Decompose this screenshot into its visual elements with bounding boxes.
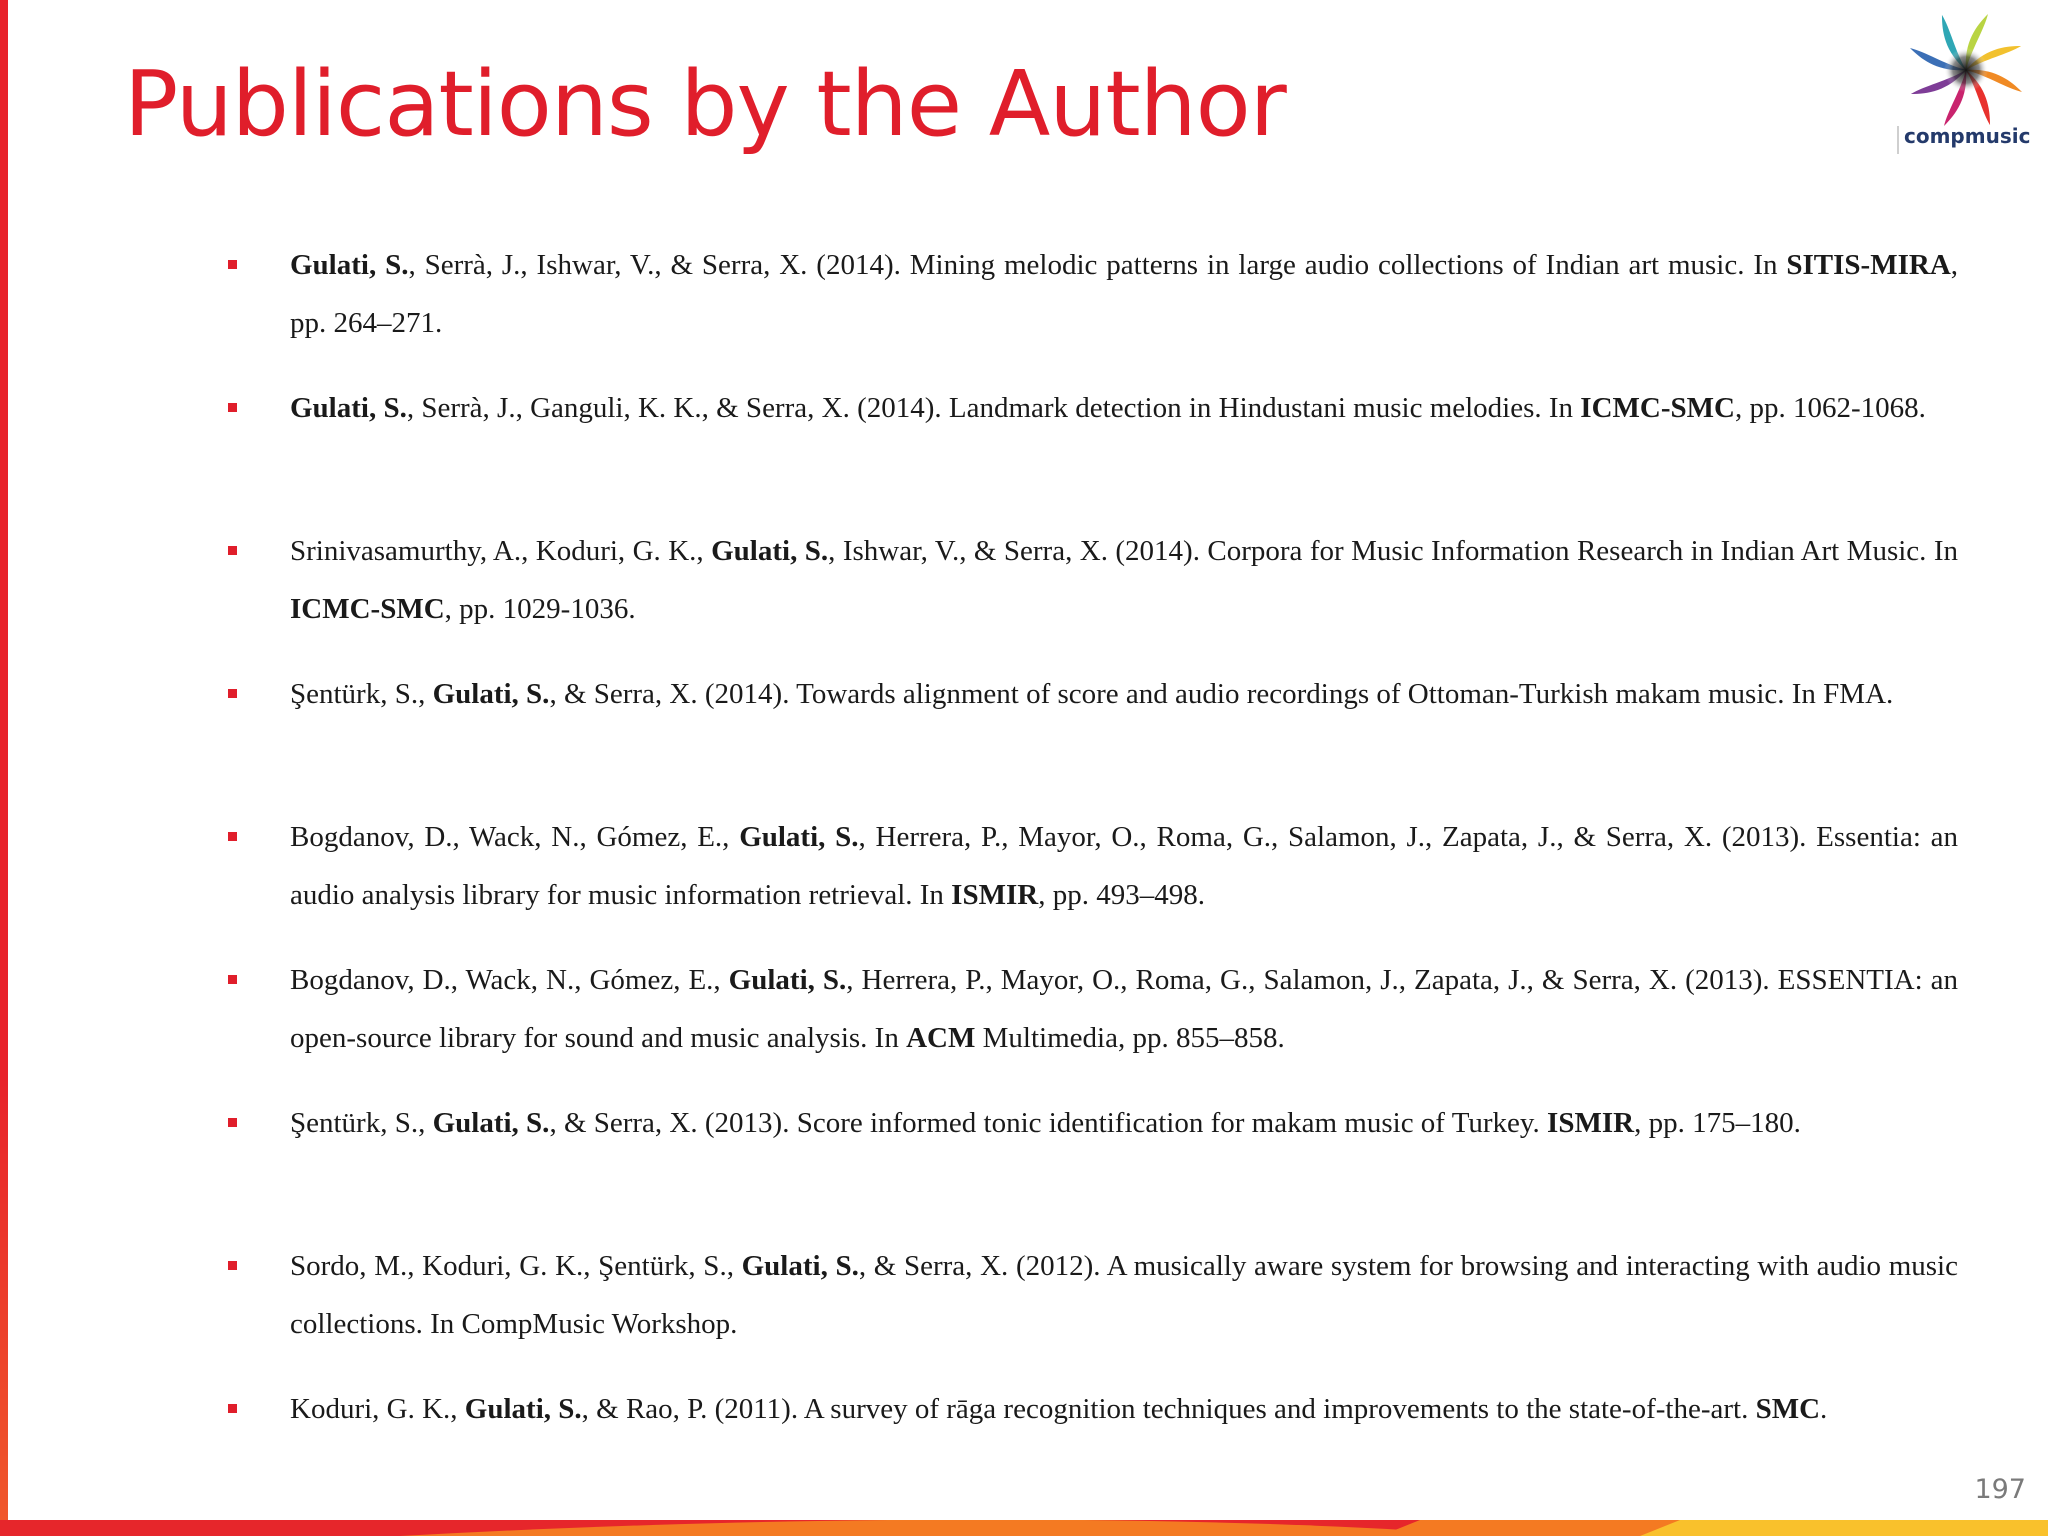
- bullet-square-icon: [228, 403, 237, 412]
- publication-text-bold: Gulati, S.: [739, 821, 859, 853]
- publication-text-bold: ISMIR: [1547, 1107, 1635, 1139]
- publication-text: Srinivasamurthy, A., Koduri, G. K.,: [290, 535, 712, 567]
- publication-item: [222, 665, 1958, 808]
- publication-item: [222, 808, 1958, 951]
- publication-text-bold: Gulati, S.: [464, 1393, 582, 1425]
- left-accent-bar: [0, 0, 8, 1536]
- publication-text-bold: Gulati, S.: [432, 678, 550, 710]
- publication-item: [222, 379, 1958, 522]
- publication-text-bold: Gulati, S.: [290, 392, 407, 424]
- publication-text-bold: ICMC-SMC: [1580, 392, 1735, 424]
- slide-title: Publications by the Author: [124, 52, 1286, 157]
- publication-text: , pp. 493–498.: [1038, 879, 1205, 911]
- publication-item: [222, 951, 1958, 1094]
- publication-text: , pp. 1029-1036.: [444, 593, 636, 625]
- publication-text-bold: ISMIR: [951, 879, 1039, 911]
- publication-text: , Serrà, J., Ishwar, V., & Serra, X. (2014). Mining melodic patterns in large audio collections of Indian art music. In: [408, 249, 1787, 281]
- bullet-square-icon: [228, 1404, 237, 1413]
- publication-text-bold: Gulati, S.: [728, 964, 847, 996]
- publication-text-bold: SITIS-MIRA: [1786, 249, 1951, 281]
- publication-text: Şentürk, S.,: [290, 1107, 433, 1139]
- bullet-square-icon: [228, 260, 237, 269]
- publication-text: Şentürk, S.,: [290, 678, 433, 710]
- publication-list: [222, 236, 1958, 1523]
- publication-text: Bogdanov, D., Wack, N., Gómez, E.,: [290, 964, 729, 996]
- publication-text: .: [1820, 1393, 1828, 1425]
- publication-text: Bogdanov, D., Wack, N., Gómez, E.,: [290, 821, 740, 853]
- publication-item: [222, 1094, 1958, 1237]
- bullet-square-icon: [228, 1118, 237, 1127]
- publication-item: [222, 522, 1958, 665]
- publication-text-bold: ACM: [906, 1022, 976, 1054]
- publication-text: , Herrera, P., Mayor, O., Roma, G., Salamon, J., Zapata, J., & Serra, X. (2013). ESSENTIA: an open-source library for sound and music analysis. In: [290, 964, 1958, 1054]
- publication-item: [222, 236, 1958, 379]
- publication-text: Sordo, M., Koduri, G. K., Şentürk, S.,: [290, 1250, 742, 1282]
- publication-text: , pp. 264–271.: [290, 249, 1959, 339]
- bullet-square-icon: [228, 1261, 237, 1270]
- compmusic-logo-text: compmusic: [1904, 124, 2031, 148]
- publication-text: , & Serra, X. (2014). Towards alignment of score and audio recordings of Ottoman-Turkish makam music. In FMA.: [549, 678, 1894, 710]
- publication-text: , & Serra, X. (2012). A musically aware system for browsing and interacting with audio music collections. In CompMusic Workshop.: [290, 1250, 1958, 1340]
- publication-text: Koduri, G. K.,: [290, 1393, 465, 1425]
- publication-text: , pp. 175–180.: [1634, 1107, 1801, 1139]
- publication-text-bold: Gulati, S.: [741, 1250, 859, 1282]
- publication-text-bold: Gulati, S.: [432, 1107, 550, 1139]
- publication-text: , & Serra, X. (2013). Score informed tonic identification for makam music of Turkey.: [549, 1107, 1548, 1139]
- bullet-square-icon: [228, 546, 237, 555]
- page-number: 197: [1974, 1474, 2026, 1505]
- publication-text-bold: ICMC-SMC: [290, 593, 445, 625]
- publication-text: , pp. 1062-1068.: [1734, 392, 1926, 424]
- publication-text: , Herrera, P., Mayor, O., Roma, G., Salamon, J., Zapata, J., & Serra, X. (2013). Essentia: an audio analysis library for music information retrieval. In: [290, 821, 1958, 911]
- bullet-square-icon: [228, 689, 237, 698]
- publication-text: Multimedia, pp. 855–858.: [975, 1022, 1285, 1054]
- publication-text-bold: Gulati, S.: [290, 249, 409, 281]
- publication-text: , Serrà, J., Ganguli, K. K., & Serra, X. (2014). Landmark detection in Hindustani music melodies. In: [406, 392, 1581, 424]
- publication-item: [222, 1380, 1958, 1523]
- bullet-square-icon: [228, 832, 237, 841]
- publication-text: , Ishwar, V., & Serra, X. (2014). Corpora for Music Information Research in Indian Art Music. In: [828, 535, 1959, 567]
- bullet-square-icon: [228, 975, 237, 984]
- publication-text-bold: SMC: [1755, 1393, 1821, 1425]
- publication-text-bold: Gulati, S.: [711, 535, 829, 567]
- publication-text: , & Rao, P. (2011). A survey of rāga recognition techniques and improvements to the state-of-the-art.: [581, 1393, 1756, 1425]
- publication-item: [222, 1237, 1958, 1380]
